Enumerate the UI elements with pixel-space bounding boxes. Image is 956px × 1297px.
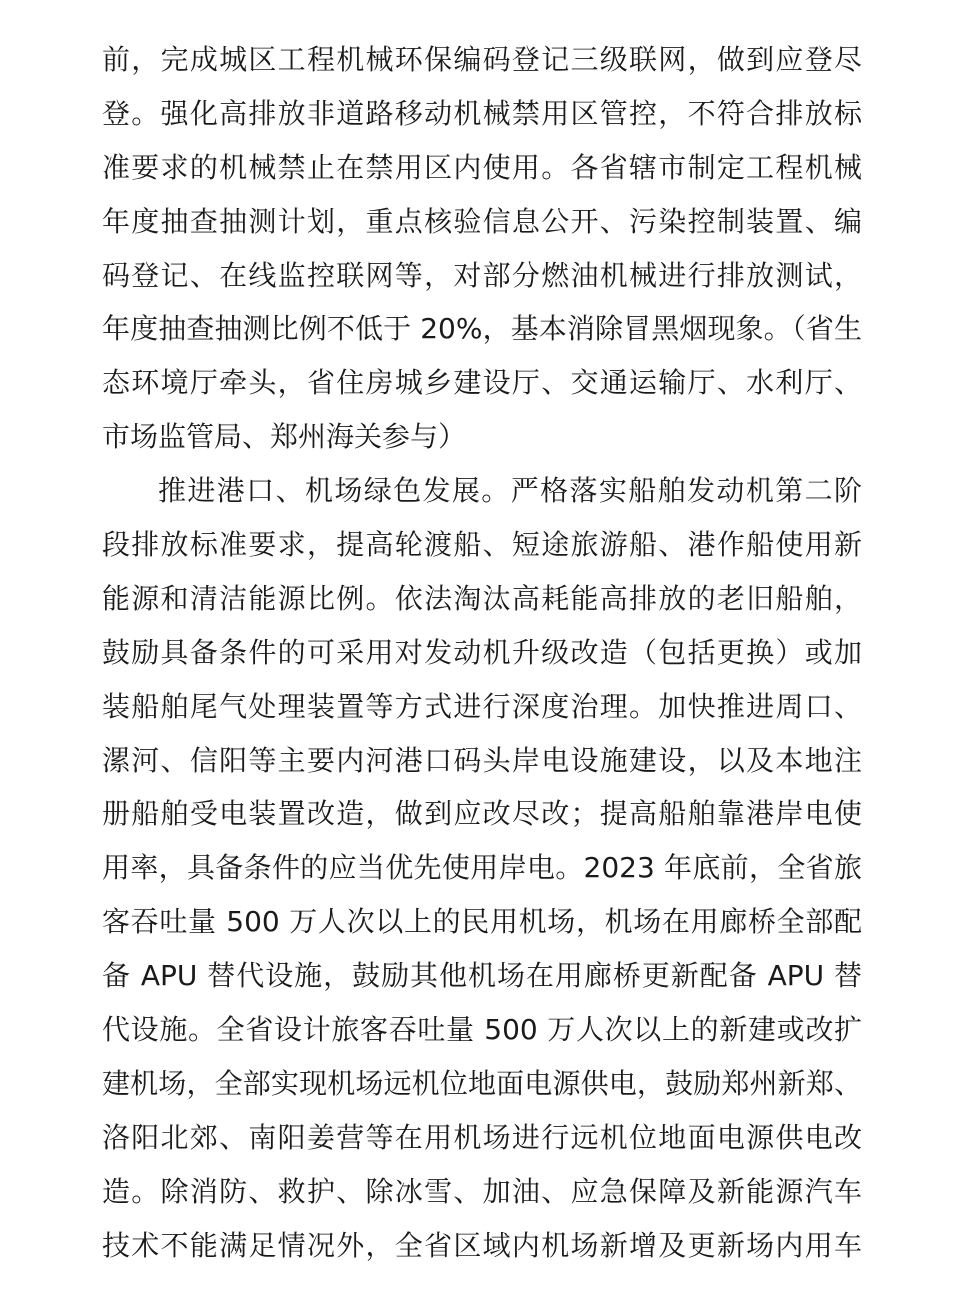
text-line: 装船舶尾气处理装置等方式进行深度治理。加快推进周口、: [102, 689, 862, 723]
text-line: 漯河、信阳等主要内河港口码头岸电设施建设，以及本地注: [102, 743, 862, 777]
text-line: 造。除消防、救护、除冰雪、加油、应急保障及新能源汽车: [102, 1174, 862, 1208]
text-line: 鼓励具备条件的可采用对发动机升级改造（包括更换）或加: [102, 635, 862, 669]
text-line: 码登记、在线监控联网等，对部分燃油机械进行排放测试，: [102, 258, 862, 292]
text-line: 前，完成城区工程机械环保编码登记三级联网，做到应登尽: [102, 43, 862, 76]
text-line: 建机场，全部实现机场远机位地面电源供电，鼓励郑州新郑、: [102, 1066, 862, 1100]
document-body: [102, 33, 862, 1272]
text-line: 册船舶受电装置改造，做到应改尽改；提高船舶靠港岸电使: [102, 797, 862, 831]
text-line: 备 APU 替代设施，鼓励其他机场在用廊桥更新配备 APU 替: [102, 959, 862, 993]
text-line: 登。强化高排放非道路移动机械禁用区管控，不符合排放标: [102, 96, 862, 130]
text-line: 技术不能满足情况外，全省区域内机场新增及更新场内用车: [102, 1228, 862, 1262]
text-line: 态环境厅牵头，省住房城乡建设厅、交通运输厅、水利厅、: [102, 366, 862, 400]
text-line: 年度抽查抽测比例不低于 20%，基本消除冒黑烟现象。（省生: [102, 312, 862, 346]
text-line: 市场监管局、郑州海关参与）: [102, 420, 467, 454]
text-line: 准要求的机械禁止在禁用区内使用。各省辖市制定工程机械: [102, 150, 862, 184]
text-line: 年度抽查抽测计划，重点核验信息公开、污染控制装置、编: [102, 204, 862, 238]
paragraph-first-line: 推进港口、机场绿色发展。严格落实船舶发动机第二阶: [158, 474, 862, 508]
text-line: 客吞吐量 500 万人次以上的民用机场，机场在用廊桥全部配: [102, 905, 862, 939]
text-line: 能源和清洁能源比例。依法淘汰高耗能高排放的老旧船舶，: [102, 581, 862, 615]
text-line: 段排放标准要求，提高轮渡船、短途旅游船、港作船使用新: [102, 528, 862, 562]
text-line: 代设施。全省设计旅客吞吐量 500 万人次以上的新建或改扩: [102, 1013, 862, 1047]
text-line: 用率，具备条件的应当优先使用岸电。2023 年底前，全省旅: [102, 851, 862, 885]
text-line: 洛阳北郊、南阳姜营等在用机场进行远机位地面电源供电改: [102, 1120, 862, 1154]
